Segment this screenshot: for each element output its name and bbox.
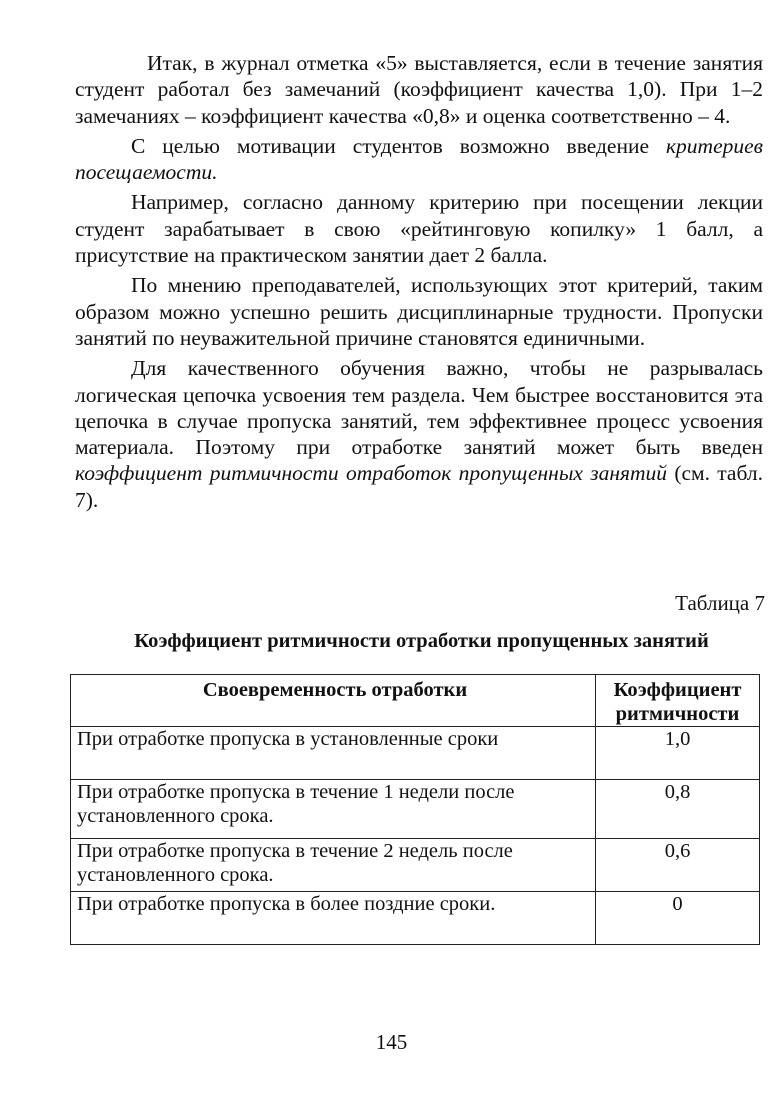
paragraph-2: [75, 133, 763, 186]
paragraph-1: Итак, в журнал отметка «5» выставляется, если в течение занятия студент работал без замечаний (коэффициент качества 1,0). При 1–2 замечаниях – коэффициент качества «0,8» и оценка соответственно – 4.: [75, 51, 763, 128]
row-3-condition: При отработке пропуска в течение 2 недель после установленного срока.: [71, 839, 596, 892]
table-header-row: [71, 675, 760, 727]
paragraph-5-text: Для качественного обучения важно, чтобы не разрывалась логическая цепочка усвоения тем раздела. Чем быстрее восстановится эта цепочка в случае пропуска занятий, тем эффективнее процесс усвоения материала. Поэтому при отработке занятий может быть введен: [75, 356, 763, 460]
table-row: [71, 780, 760, 839]
header-coefficient: Коэффициент ритмичности: [596, 675, 760, 727]
paragraph-2-text: С целью мотивации студентов возможно введение: [131, 133, 666, 158]
paragraph-5-emphasis: коэффициент ритмичности отработок пропущенных занятий: [75, 461, 668, 486]
paragraph-5-end: (см. табл. 7).: [75, 461, 763, 512]
coefficient-table: [70, 674, 760, 945]
table-row: [71, 892, 760, 945]
row-1-value: 1,0: [596, 727, 760, 780]
paragraph-2-emphasis: критериев посещаемости.: [75, 133, 763, 185]
row-2-condition: При отработке пропуска в течение 1 недели после установленного срока.: [71, 780, 596, 839]
body-text: [75, 50, 763, 517]
page-number: 145: [375, 1030, 408, 1054]
row-1-condition: При отработке пропуска в установленные сроки: [71, 727, 596, 780]
table-title: Коэффициент ритмичности отработки пропущенных занятий: [134, 630, 709, 652]
header-timeliness: Своевременность отработки: [71, 675, 596, 727]
table-row: [71, 839, 760, 892]
row-2-value: 0,8: [596, 780, 760, 839]
table-label: Таблица 7: [675, 591, 765, 615]
row-4-value: 0: [596, 892, 760, 945]
paragraph-3: Например, согласно данному критерию при посещении лекции студент зарабатывает в свою «рейтинговую копилку» 1 балл, а присутствие на практическом занятии дает 2 балла.: [75, 190, 763, 268]
paragraph-5: [75, 355, 763, 513]
row-3-value: 0,6: [596, 839, 760, 892]
row-4-condition: При отработке пропуска в более поздние сроки.: [71, 892, 596, 945]
table-row: [71, 727, 760, 780]
paragraph-4: По мнению преподавателей, использующих этот критерий, таким образом можно успешно решить дисциплинарные трудности. Пропуски занятий по неуважительной причине становятся единичными.: [75, 273, 763, 350]
